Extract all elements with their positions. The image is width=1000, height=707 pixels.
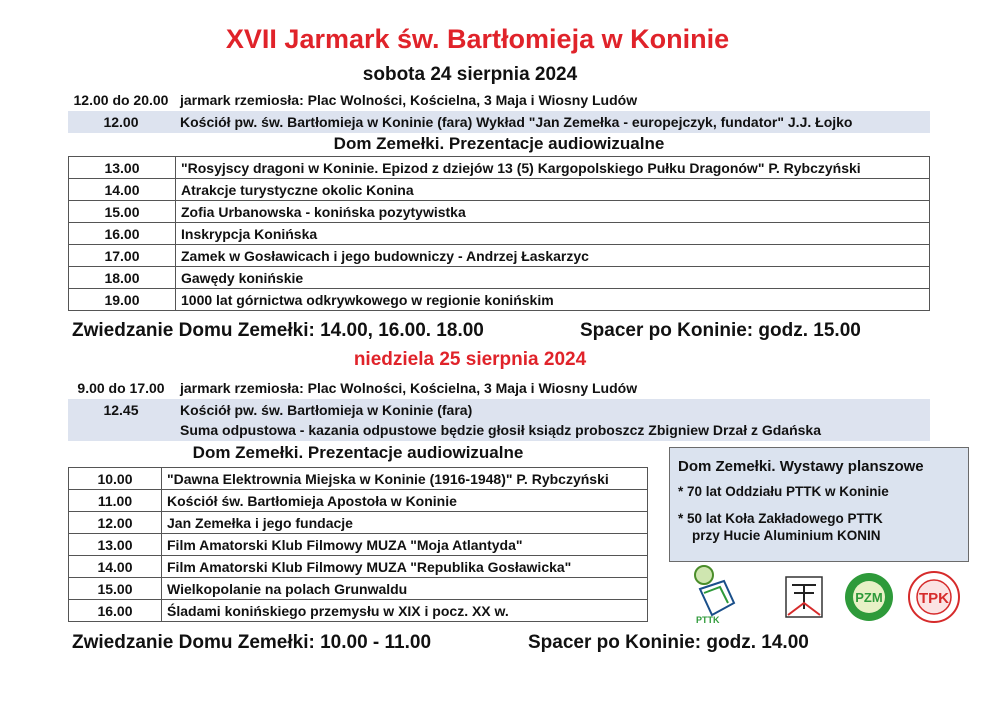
table-row [69,267,930,289]
table-row [69,578,648,600]
event: jarmark rzemiosła: Plac Wolności, Kościelna, 3 Maja i Wiosny Ludów [180,92,638,108]
day1-visits: Zwiedzanie Domu Zemełki: 14.00, 16.00. 18.00 [72,320,484,341]
event-cell: Film Amatorski Klub Filmowy MUZA "Moja Atlantyda" [162,534,648,556]
time-cell: 16.00 [69,600,162,622]
pzm-text: PZM [855,590,883,605]
time: 12.45 [103,402,139,418]
pttk-oddzial-logo [690,563,742,627]
event-cell: 1000 lat górnictwa odkrywkowego w regionie konińskim [176,289,930,311]
table-row [69,157,930,179]
pttk-text: PTTK [696,615,720,625]
exhibits-box [669,447,969,562]
event-cell: "Dawna Elektrownia Miejska w Koninie (1916-1948)" P. Rybczyński [162,468,648,490]
day2-walk: Spacer po Koninie: godz. 14.00 [528,632,809,653]
exhibits-title: Dom Zemełki. Wystawy planszowe [678,458,924,475]
event-cell: Gawędy konińskie [176,267,930,289]
time-cell: 15.00 [69,578,162,600]
time-cell: 14.00 [69,179,176,201]
time-cell: 11.00 [69,490,162,512]
day1-subheading: Dom Zemełki. Prezentacje audiowizualne [333,134,665,153]
event: jarmark rzemiosła: Plac Wolności, Kościelna, 3 Maja i Wiosny Ludów [180,380,638,396]
table-row [69,556,648,578]
day2-title: niedziela 25 sierpnia 2024 [353,349,587,370]
table-row [69,600,648,622]
tpk-logo [906,563,962,627]
page-title: XVII Jarmark św. Bartłomieja w Koninie [225,24,730,54]
event-cell: Atrakcje turystyczne okolic Konina [176,179,930,201]
time-cell: 13.00 [69,157,176,179]
event-cell: Film Amatorski Klub Filmowy MUZA "Republika Gosławicka" [162,556,648,578]
time-cell: 14.00 [69,556,162,578]
event: Kościół pw. św. Bartłomieja w Koninie (fara) [180,402,473,418]
day2-subheading: Dom Zemełki. Prezentacje audiowizualne [192,443,524,462]
time: 12.00 do 20.00 [73,92,169,108]
day2-schedule-table [68,467,648,622]
table-row [69,468,648,490]
exhibit-item: * 70 lat Oddziału PTTK w Koninie [678,484,889,499]
event-cell: Jan Zemełka i jego fundacje [162,512,648,534]
time-cell: 15.00 [69,201,176,223]
event-cell: Zamek w Gosławicach i jego budowniczy - Andrzej Łaskarzyc [176,245,930,267]
event: Kościół pw. św. Bartłomieja w Koninie (fara) Wykład "Jan Zemełka - europejczyk, fundator" J.J. Łojko [180,114,853,130]
event-cell: "Rosyjscy dragoni w Koninie. Epizod z dziejów 13 (5) Kargopolskiego Pułku Dragonów" P. Rybczyński [176,157,930,179]
exhibit-item: * 50 lat Koła Zakładowego PTTK [678,511,883,526]
time: 9.00 do 17.00 [77,380,165,396]
pzm-logo [842,563,896,627]
event-cell: Kościół św. Bartłomieja Apostoła w Koninie [162,490,648,512]
tpk-text: TPK [919,590,949,607]
event-line2: Suma odpustowa - kazania odpustowe będzie głosił ksiądz proboszcz Zbigniew Drzał z Gdańska [180,422,821,438]
day1-schedule-table [68,156,930,311]
day2-visits: Zwiedzanie Domu Zemełki: 10.00 - 11.00 [72,632,432,653]
table-row [69,179,930,201]
time-cell: 10.00 [69,468,162,490]
time-cell: 16.00 [69,223,176,245]
day1-walk: Spacer po Koninie: godz. 15.00 [580,320,861,341]
day1-intro-row [68,111,930,133]
table-row [69,223,930,245]
table-row [69,201,930,223]
pttk-kolo-logo [778,563,830,627]
event-cell: Wielkopolanie na polach Grunwaldu [162,578,648,600]
time-cell: 13.00 [69,534,162,556]
time-cell: 17.00 [69,245,176,267]
table-row [69,512,648,534]
day1-title: sobota 24 sierpnia 2024 [362,64,578,85]
event-cell: Inskrypcja Konińska [176,223,930,245]
event-cell: Zofia Urbanowska - konińska pozytywistka [176,201,930,223]
exhibit-item-cont: przy Hucie Aluminium KONIN [692,528,881,543]
day1-intro-row [68,89,930,111]
time-cell: 18.00 [69,267,176,289]
table-row [69,289,930,311]
table-row [69,490,648,512]
time: 12.00 [103,114,139,130]
time-cell: 12.00 [69,512,162,534]
table-row [69,534,648,556]
time-cell: 19.00 [69,289,176,311]
day2-intro-row-shaded [68,399,930,441]
day2-intro-row [68,377,930,399]
table-row [69,245,930,267]
event-cell: Śladami konińskiego przemysłu w XIX i pocz. XX w. [162,600,648,622]
